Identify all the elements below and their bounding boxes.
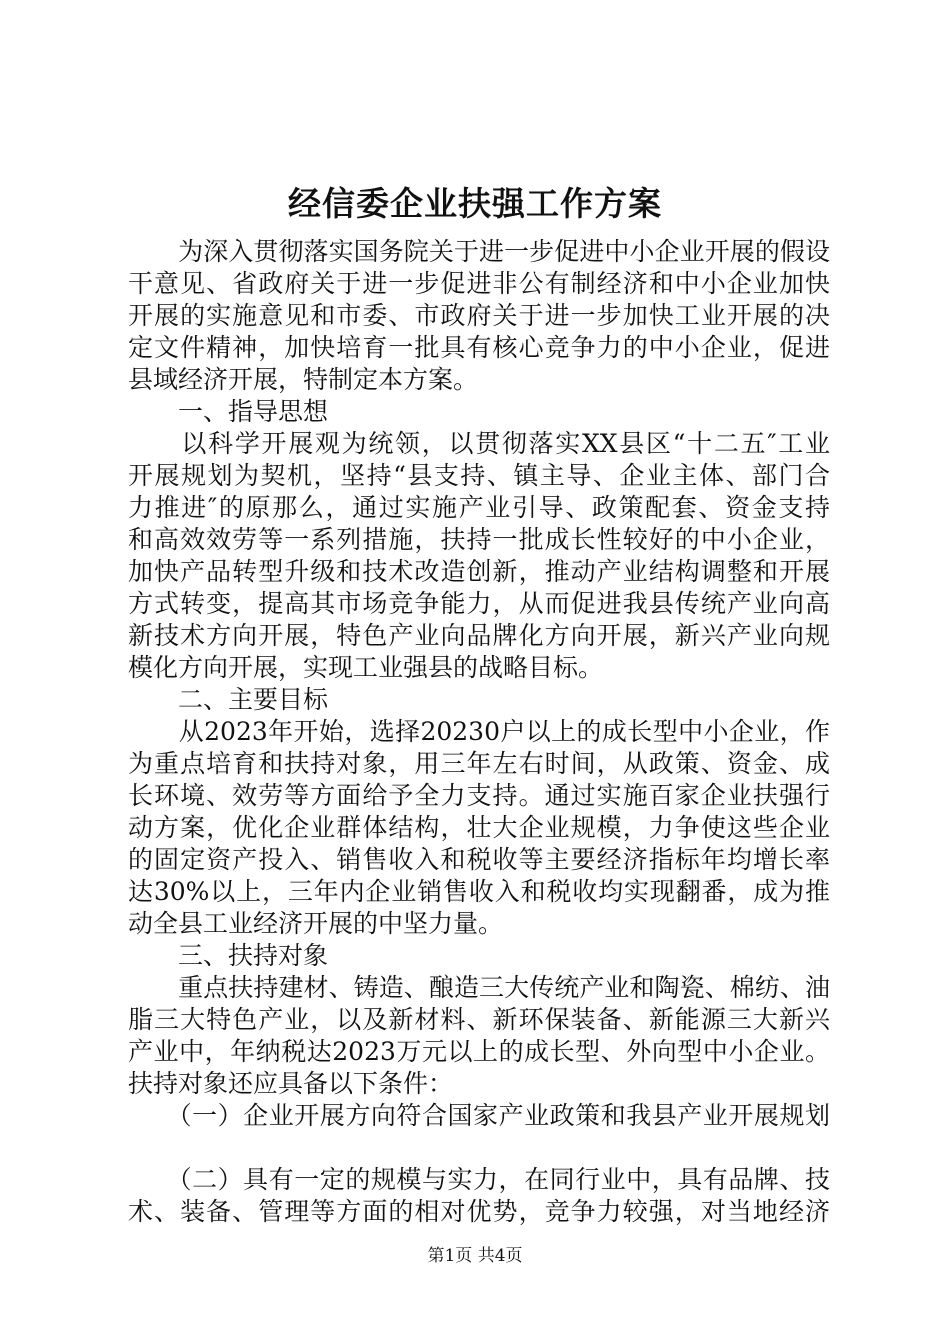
body-line: 以科学开展观为统领，以贯彻落实XX县区“十二五″工业 [128, 429, 830, 458]
body-line: 脂三大特色产业，以及新材料、新环保装备、新能源三大新兴 [128, 1005, 830, 1034]
body-line: 模化方向开展，实现工业强县的战略目标。 [128, 653, 604, 682]
body-line: 从2023年开始，选择20230户以上的成长型中小企业，作 [128, 717, 830, 746]
body-line: 长环境、效劳等方面给予全力支持。通过实施百家企业扶强行 [128, 781, 830, 810]
body-line: 县域经济开展，特制定本方案。 [128, 365, 479, 394]
body-line: 开展的实施意见和市委、市政府关于进一步加快工业开展的决 [128, 301, 830, 330]
body-line: 动全县工业经济开展的中坚力量。 [128, 909, 504, 938]
body-line: 加快产品转型升级和技术改造创新，推动产业结构调整和开展 [128, 557, 830, 586]
body-line: 动方案，优化企业群体结构，壮大企业规模，力争使这些企业 [128, 813, 830, 842]
body-line: 和高效效劳等一系列措施，扶持一批成长性较好的中小企业， [128, 525, 830, 554]
body-line: 新技术方向开展，特色产业向品牌化方向开展，新兴产业向规 [128, 621, 830, 650]
body-line: 术、装备、管理等方面的相对优势，竞争力较强，对当地经济 [128, 1197, 830, 1226]
body-line: （一）企业开展方向符合国家产业政策和我县产业开展规划 [128, 1101, 830, 1130]
body-line: 扶持对象还应具备以下条件： [128, 1069, 454, 1098]
body-line: 重点扶持建材、铸造、酿造三大传统产业和陶瓷、棉纺、油 [128, 973, 830, 1002]
body-line: 的固定资产投入、销售收入和税收等主要经济指标年均增长率 [128, 845, 830, 874]
section-heading: 三、扶持对象 [128, 941, 329, 970]
body-line: 开展规划为契机，坚持“县支持、镇主导、企业主体、部门合 [128, 461, 830, 490]
section-heading: 一、指导思想 [128, 397, 329, 426]
page-title: 经信委企业扶强工作方案 [288, 184, 662, 223]
body-line: 为深入贯彻落实国务院关于进一步促进中小企业开展的假设 [128, 237, 830, 266]
body-line: 产业中，年纳税达2023万元以上的成长型、外向型中小企业。 [128, 1037, 830, 1066]
body-line: 干意见、省政府关于进一步促进非公有制经济和中小企业加快 [128, 269, 830, 298]
page-footer: 第1页 共4页 [427, 1246, 523, 1266]
body-line: 为重点培育和扶持对象，用三年左右时间，从政策、资金、成 [128, 749, 830, 778]
section-heading: 二、主要目标 [128, 685, 329, 714]
body-line: 定文件精神，加快培育一批具有核心竞争力的中小企业，促进 [128, 333, 830, 362]
body-line: 力推进″的原那么，通过实施产业引导、政策配套、资金支持 [128, 493, 830, 522]
body-line: （二）具有一定的规模与实力，在同行业中，具有品牌、技 [128, 1165, 830, 1194]
body-line: 方式转变，提高其市场竞争能力，从而促进我县传统产业向高 [128, 589, 830, 618]
body-line: 达30%以上，三年内企业销售收入和税收均实现翻番，成为推 [128, 877, 830, 906]
